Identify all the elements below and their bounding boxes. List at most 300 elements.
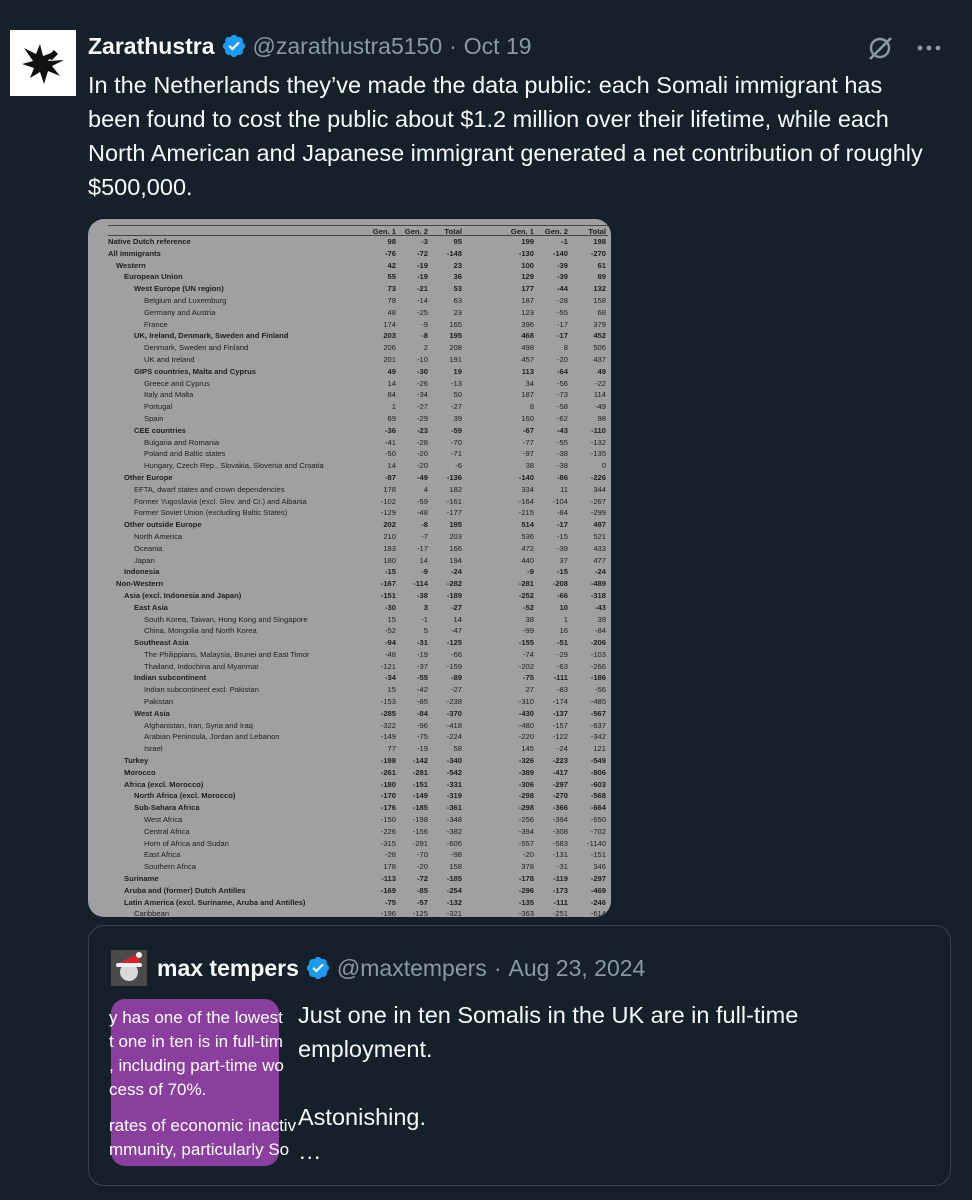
quoted-author-handle[interactable]: @maxtempers	[336, 954, 487, 981]
table-row-label: Caribbean	[134, 909, 170, 919]
table-cell: 42	[387, 260, 396, 270]
table-row-label: Germany and Austria	[144, 307, 216, 317]
table-cell: -48	[385, 649, 396, 659]
table-cell: -39	[557, 543, 568, 553]
table-cell: -111	[553, 673, 568, 683]
table-row	[108, 236, 608, 248]
table-cell: -176	[380, 803, 396, 813]
table-row-label: Latin America (excl. Suriname, Aruba and Antilles)	[124, 897, 306, 907]
table-cell: -9	[421, 319, 428, 329]
table-cell: -70	[417, 850, 428, 860]
table-cell: 98	[387, 237, 396, 246]
table-cell: 440	[521, 555, 534, 565]
table-cell: -321	[446, 909, 462, 919]
table-cell: 37	[559, 555, 568, 565]
table-cell: -363	[518, 909, 534, 919]
table-cell: 379	[593, 319, 606, 329]
table-cell: -261	[380, 767, 396, 777]
table-cell: -198	[380, 756, 396, 766]
table-cell: 14	[419, 555, 428, 565]
author-avatar[interactable]	[10, 30, 76, 96]
table-cell: 34	[525, 378, 534, 388]
table-cell: -169	[380, 885, 396, 895]
table-row	[108, 614, 608, 626]
table-cell: -74	[523, 649, 534, 659]
table-cell: 14	[387, 461, 396, 471]
table-cell: 437	[593, 354, 606, 364]
table-cell: -19	[417, 744, 428, 754]
table-row-label: Bulgaria and Romania	[144, 437, 220, 447]
table-cell: -142	[412, 756, 428, 766]
table-row	[108, 731, 608, 743]
table-cell: -129	[380, 508, 396, 518]
table-cell: 49	[387, 366, 396, 376]
table-cell: -43	[557, 425, 568, 435]
table-cell: 187	[521, 295, 534, 305]
table-cell: -208	[552, 579, 568, 589]
table-cell: -583	[552, 838, 568, 848]
table-cell: -49	[417, 472, 428, 482]
table-cell: -319	[446, 791, 462, 801]
table-cell: -137	[552, 708, 568, 718]
table-cell: -308	[552, 826, 568, 836]
santa-hat-avatar-icon	[111, 950, 147, 986]
table-row	[108, 826, 608, 838]
table-row	[108, 637, 608, 649]
table-row-label: Non-Western	[116, 579, 164, 589]
table-cell: -20	[557, 354, 568, 364]
table-row	[108, 283, 608, 295]
table-cell: -150	[380, 815, 396, 825]
table-cell: -266	[590, 661, 606, 671]
table-cell: -119	[553, 874, 568, 884]
table-cell: -153	[380, 697, 396, 707]
table-row	[108, 248, 608, 260]
table-cell: -38	[557, 449, 568, 459]
table-cell: -73	[557, 390, 568, 400]
table-cell: 194	[449, 555, 462, 565]
table-cell: -13	[451, 378, 462, 388]
table-row	[108, 472, 608, 484]
author-handle[interactable]: @zarathustra5150	[252, 32, 443, 59]
table-cell: -28	[417, 437, 428, 447]
quoted-author-avatar[interactable]	[111, 950, 147, 986]
table-cell: -20	[417, 862, 428, 872]
table-cell: 19	[453, 366, 462, 376]
table-row-label: Turkey	[124, 756, 149, 766]
table-cell: -28	[385, 850, 396, 860]
table-cell: 433	[593, 543, 606, 553]
table-row	[108, 295, 608, 307]
quoted-tweet-date[interactable]: Aug 23, 2024	[508, 954, 646, 981]
table-cell: -85	[417, 697, 428, 707]
table-row	[108, 307, 608, 319]
table-cell: 15	[387, 614, 396, 624]
table-cell: -72	[417, 874, 428, 884]
tweet-media-table-image[interactable]	[88, 219, 611, 917]
table-cell: -135	[518, 897, 534, 907]
table-cell: -650	[590, 815, 606, 825]
table-row-label: West Europe (UN region)	[134, 284, 224, 294]
table-cell: -17	[557, 520, 568, 530]
table-cell: 89	[597, 272, 606, 282]
table-cell: -20	[417, 449, 428, 459]
quoted-tweet-header	[111, 950, 645, 986]
table-row-label: GIPS countries, Malta and Cyprus	[134, 366, 256, 376]
more-icon[interactable]	[916, 44, 942, 52]
table-cell: -94	[385, 638, 396, 648]
table-cell: -25	[417, 307, 428, 317]
table-cell: -394	[518, 826, 534, 836]
table-cell: -549	[590, 756, 606, 766]
table-row-label: South Korea, Taiwan, Hong Kong and Singapore	[144, 614, 308, 624]
table-cell: 201	[383, 354, 396, 364]
table-cell: -366	[552, 803, 568, 813]
table-cell: -291	[412, 838, 428, 848]
table-cell: -8	[421, 331, 428, 341]
table-cell: 48	[387, 307, 396, 317]
table-cell: -34	[385, 673, 396, 683]
table-cell: 61	[597, 260, 606, 270]
table-cell: -98	[451, 850, 462, 860]
table-cell: -189	[446, 590, 462, 600]
table-cell: -31	[557, 862, 568, 872]
table-cell: 174	[383, 319, 396, 329]
table-cell: -15	[557, 531, 568, 541]
table-cell: 0	[601, 461, 606, 471]
table-cell: -30	[385, 602, 396, 612]
table-cell: 53	[453, 284, 462, 294]
table-cell: -281	[412, 767, 428, 777]
table-cell: 69	[387, 413, 396, 423]
table-cell: 497	[593, 520, 606, 530]
table-row	[108, 649, 608, 661]
table-cell: 121	[593, 744, 606, 754]
table-cell: -36	[385, 425, 396, 435]
table-row	[108, 460, 608, 472]
table-cell: -326	[518, 756, 534, 766]
table-cell: 477	[593, 555, 606, 565]
table-row	[108, 661, 608, 673]
table-cell: -58	[557, 402, 568, 412]
table-cell: -56	[557, 378, 568, 388]
table-row-label: Belgium and Luxemburg	[144, 295, 227, 305]
table-row-label: Southeast Asia	[134, 638, 189, 648]
table-column-header: Gen. 2	[544, 227, 568, 236]
table-cell: 158	[449, 862, 462, 872]
table-cell: 27	[525, 685, 534, 695]
table-row	[108, 448, 608, 460]
table-row	[108, 496, 608, 508]
quoted-text-ellipsis: …	[298, 1138, 322, 1164]
table-row	[108, 838, 608, 850]
table-cell: -298	[518, 791, 534, 801]
table-row-label: UK and Ireland	[144, 354, 195, 364]
table-cell: 132	[593, 284, 606, 294]
table-cell: -223	[552, 756, 568, 766]
table-cell: -206	[590, 638, 606, 648]
table-row	[108, 873, 608, 885]
table-cell: -20	[417, 461, 428, 471]
table-row	[108, 908, 608, 920]
table-cell: 203	[449, 531, 462, 541]
table-row	[108, 507, 608, 519]
table-row	[108, 708, 608, 720]
tweet-header	[88, 30, 952, 62]
table-row	[108, 578, 608, 590]
tweet-actions	[866, 34, 942, 62]
table-column-header: Gen. 1	[510, 227, 534, 236]
table-cell: -149	[412, 791, 428, 801]
table-cell: -38	[417, 590, 428, 600]
table-cell: 187	[521, 390, 534, 400]
table-cell: -24	[451, 567, 462, 577]
table-cell: 50	[453, 390, 462, 400]
table-row-label: France	[144, 319, 168, 329]
table-cell: -159	[446, 661, 462, 671]
table-cell: -149	[380, 732, 396, 742]
table-cell: -19	[417, 260, 428, 270]
table-cell: -267	[590, 496, 606, 506]
table-row	[108, 861, 608, 873]
table-cell: -135	[590, 449, 606, 459]
table-row	[108, 401, 608, 413]
table-cell: 344	[593, 484, 606, 494]
table-cell: -41	[385, 437, 396, 447]
table-cell: -9	[527, 567, 534, 577]
table-cell: -19	[417, 272, 428, 282]
table-cell: -156	[412, 826, 428, 836]
quoted-tweet-thumbnail[interactable]	[109, 999, 297, 1166]
table-row	[108, 684, 608, 696]
table-column-header: Total	[588, 227, 606, 236]
table-cell: -246	[590, 897, 606, 907]
table-cell: -297	[552, 779, 568, 789]
table-cell: 177	[521, 284, 534, 294]
quoted-text-line: Just one in ten Somalis in the UK are in full-time employment.	[298, 1002, 799, 1062]
table-cell: 11	[560, 484, 568, 494]
table-cell: 49	[597, 366, 606, 376]
table-body	[108, 236, 608, 920]
table-row-label: Suriname	[124, 874, 159, 884]
table-cell: 191	[449, 354, 462, 364]
quoted-tweet[interactable]	[88, 925, 951, 1186]
table-cell: -102	[380, 496, 396, 506]
table-row	[108, 413, 608, 425]
table-cell: 129	[521, 272, 534, 282]
table-cell: 55	[387, 272, 396, 282]
table-cell: -17	[417, 543, 428, 553]
table-cell: -9	[421, 567, 428, 577]
table-row	[108, 814, 608, 826]
table-cell: 63	[453, 295, 462, 305]
thumbnail-text-line: y has one of the lowest	[109, 1008, 283, 1027]
table-cell: 166	[449, 543, 462, 553]
table-row-label: Indian subcontinent excl. Pakistan	[144, 685, 259, 695]
table-cell: 8	[529, 402, 534, 412]
table-row	[108, 555, 608, 567]
table-row-label: European Union	[124, 272, 183, 282]
table-cell: -256	[518, 815, 534, 825]
table-cell: 1	[563, 614, 568, 624]
table-cell: -297	[590, 874, 606, 884]
table-row	[108, 590, 608, 602]
table-cell: -72	[417, 248, 428, 258]
table-cell: 98	[597, 413, 606, 423]
table-cell: -603	[590, 779, 606, 789]
table-cell: -121	[380, 661, 396, 671]
table-cell: -63	[557, 661, 568, 671]
table-cell: -198	[412, 815, 428, 825]
table-cell: 203	[383, 331, 396, 341]
thumbnail-text-line: , including part-time wo	[109, 1056, 284, 1075]
table-cell: -110	[591, 425, 606, 435]
table-cell: -322	[380, 720, 396, 730]
table-cell: -180	[380, 779, 396, 789]
table-cell: -567	[590, 708, 606, 718]
table-cell: 346	[593, 862, 606, 872]
table-cell: 199	[521, 237, 534, 246]
table-row-label: Horn of Africa and Sudan	[144, 838, 229, 848]
author-name[interactable]: Zarathustra	[88, 32, 215, 59]
table-cell: -6	[455, 461, 462, 471]
table-cell: -19	[417, 649, 428, 659]
table-cell: -173	[552, 885, 568, 895]
table-cell: -26	[417, 378, 428, 388]
table-cell: -285	[380, 708, 396, 718]
table-cell: -418	[446, 720, 462, 730]
table-cell: -75	[385, 897, 396, 907]
table-cell: -1140	[587, 838, 606, 848]
table-cell: -17	[557, 331, 568, 341]
tweet	[88, 30, 952, 204]
table-cell: -38	[557, 461, 568, 471]
table-cell: -186	[590, 673, 606, 683]
table-row-label: Former Yugoslavia (excl. Slov. and Cr.) and Albania	[134, 496, 307, 506]
table-cell: 334	[521, 484, 534, 494]
table-column-header: Gen. 1	[372, 227, 396, 236]
table-cell: 4	[423, 484, 428, 494]
table-cell: -151	[380, 590, 396, 600]
table-cell: -66	[451, 649, 462, 659]
table-cell: 178	[383, 484, 396, 494]
table-cell: 38	[525, 461, 534, 471]
table-row-label: Oceania	[134, 543, 163, 553]
table-cell: -48	[417, 508, 428, 518]
table-row-label: Sub-Sahara Africa	[134, 803, 200, 813]
table-row	[108, 260, 608, 272]
table-cell: 521	[593, 531, 606, 541]
table-cell: -606	[446, 838, 462, 848]
table-cell: 14	[453, 614, 462, 624]
table-cell: -34	[417, 390, 428, 400]
tweet-date[interactable]: Oct 19	[463, 32, 532, 59]
table-cell: -113	[381, 874, 396, 884]
table-cell: -21	[417, 284, 428, 294]
table-row	[108, 849, 608, 861]
table-row-label: China, Mongolia and North Korea	[144, 626, 257, 636]
table-cell: -49	[595, 402, 606, 412]
table-row	[108, 625, 608, 637]
table-cell: 457	[521, 354, 534, 364]
table-row-label: Morocco	[124, 767, 156, 777]
table-cell: 10	[559, 602, 568, 612]
table-row-label: The Philippians, Malaysia, Brunei and East Timor	[144, 649, 310, 659]
table-cell: -238	[446, 697, 462, 707]
table-cell: -62	[557, 413, 568, 423]
table-cell: -52	[523, 602, 534, 612]
grok-icon[interactable]	[866, 34, 894, 62]
table-row-label: Indian subcontinent	[134, 673, 207, 683]
table-cell: 210	[383, 531, 396, 541]
table-cell: -185	[412, 803, 428, 813]
table-cell: 160	[521, 413, 534, 423]
table-cell: -226	[590, 472, 606, 482]
table-cell: 506	[593, 343, 606, 353]
table-cell: -15	[557, 567, 568, 577]
table-cell: 8	[563, 343, 568, 353]
table-cell: -252	[518, 590, 534, 600]
table-cell: 165	[449, 319, 462, 329]
table-cell: -318	[590, 590, 606, 600]
table-cell: 113	[521, 366, 534, 376]
table-row-label: Asia (excl. Indonesia and Japan)	[124, 590, 242, 600]
table-cell: -132	[590, 437, 606, 447]
table-cell: -89	[451, 673, 462, 683]
table-cell: -30	[417, 366, 428, 376]
table-cell: 15	[387, 685, 396, 695]
quoted-author-name[interactable]: max tempers	[157, 954, 299, 981]
table-cell: -29	[417, 413, 428, 423]
table-cell: -215	[518, 508, 534, 518]
table-cell: -331	[446, 779, 462, 789]
table-cell: -480	[518, 720, 534, 730]
table-row	[108, 566, 608, 578]
table-cell: -394	[552, 815, 568, 825]
table-cell: -125	[412, 909, 428, 919]
table-header-row	[108, 225, 608, 236]
table-column-header: Gen. 2	[404, 227, 428, 236]
table-row	[108, 271, 608, 283]
table-cell: -132	[446, 897, 462, 907]
table-cell: -27	[451, 602, 462, 612]
table-row-label: North Africa (excl. Morocco)	[134, 791, 236, 801]
table-cell: 468	[521, 331, 534, 341]
table-cell: 58	[453, 744, 462, 754]
table-cell: -489	[590, 579, 606, 589]
table-cell: -55	[417, 673, 428, 683]
table-cell: -161	[446, 496, 462, 506]
table-row-label: Portugal	[144, 402, 173, 412]
table-column-header: Total	[444, 227, 462, 236]
table-cell: -170	[380, 791, 396, 801]
table-cell: -155	[518, 638, 534, 648]
table-cell: -56	[595, 685, 606, 695]
table-cell: -298	[518, 803, 534, 813]
table-row-label: Central Africa	[144, 826, 190, 836]
table-cell: -77	[523, 437, 534, 447]
table-cell: 514	[521, 520, 534, 530]
table-cell: 378	[521, 862, 534, 872]
table-row-label: EFTA, dwarf states and crown dependencies	[134, 484, 285, 494]
table-row-label: Africa (excl. Morocco)	[124, 779, 204, 789]
table-row	[108, 743, 608, 755]
table-cell: -148	[446, 248, 462, 258]
table-cell: -20	[523, 850, 534, 860]
table-cell: 114	[593, 390, 606, 400]
table-cell: 14	[387, 378, 396, 388]
table-row-label: Native Dutch reference	[108, 237, 191, 246]
